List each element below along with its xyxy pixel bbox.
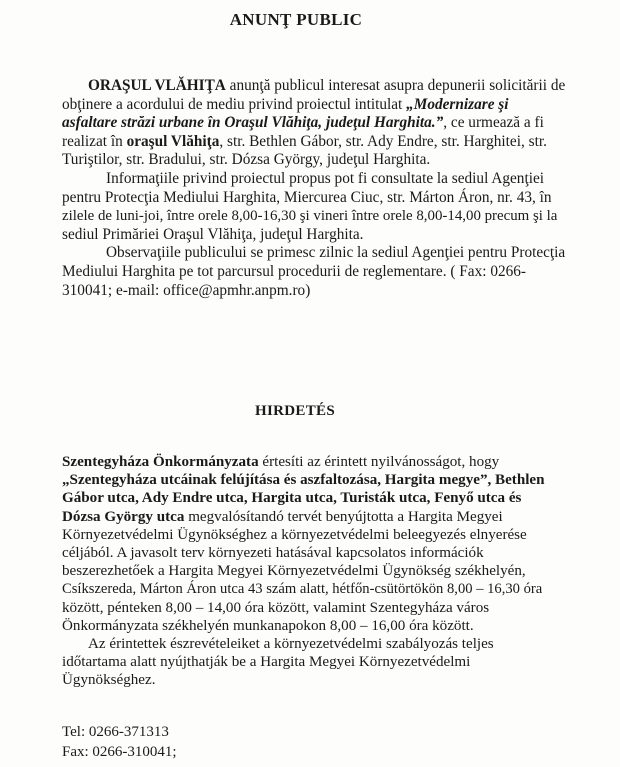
hu-p2-line: Ügynökséghez. [62,672,156,689]
ro-organization: ORAŞUL VLĂHIŢA [88,77,226,94]
hu-telephone: Tel: 0266-371313 [62,724,169,740]
ro-text: , ce urmează a fi [443,114,544,132]
ro-p1-line [62,77,588,96]
hu-street: Dózsa György utca [62,508,185,525]
ro-p3-line: Mediului Harghita pe tot parcursul procedurii de reglementare. ( Fax: 0266- [62,262,527,280]
hu-p1-line: céljából. A javasolt terv környezeti hatásával kapcsolatos információk [62,545,484,562]
hu-p1-line: „Szentegyháza utcáinak felújítása és aszfaltozása, Hargita megye”, Bethlen [62,472,545,489]
hu-p1-line [62,508,589,526]
hungarian-title: HIRDETÉS [255,403,335,419]
hu-text: értesíti az érintett nyilvánosságot, hogy [258,454,500,470]
hu-p2-line: időtartama alatt nyújthatják be a Hargita Megyei Környezetvédelmi [62,654,471,671]
ro-text: , str. Bethlen Gábor, str. Ady Endre, str. Harghitei, str. [219,132,547,150]
ro-p1-line: Turiştilor, str. Bradului, str. Dózsa György, judeţul Harghita. [62,151,431,169]
hu-p1-line: beszerezhetőek a Hargita Megyei Környezetvédelmi Ügynökség székhelyén, [62,563,526,580]
ro-p2-line: sediul Primăriei Oraşul Vlăhiţa, judeţul Harghita. [62,225,364,243]
hu-p1-line [62,453,589,471]
ro-p1-line [62,96,588,115]
ro-p1-line [62,133,588,152]
romanian-title: ANUNŢ PUBLIC [229,10,363,29]
hu-text: megvalósítandó tervét benyújtotta a Hargita Megyei [184,508,503,525]
hu-p1-line: Gábor utca, Ady Endre utca, Hargita utca, Turisták utca, Fenyő utca és [62,490,522,507]
hu-p1-line: Csíkszereda, Márton Áron utca 43 szám alatt, hétfőn-csütörtökön 8,00 – 16,30 óra [62,581,543,598]
ro-project-title: „Modernizare şi [406,95,509,113]
hu-fax: Fax: 0266-310041; [62,744,177,760]
ro-text: obţinere a acordului de mediu privind proiectul intitulat [62,95,407,113]
hu-organization: Szentegyháza Önkormányzata [62,454,259,470]
romanian-notice [62,77,588,300]
hu-p1-line: között, pénteken 8,00 – 14,00 óra között, valamint Szentegyháza város [62,599,490,616]
hu-p1-line: Önkormányzata székhelyén munkanapokon 8,00 – 16,00 óra között. [62,617,474,634]
ro-p3-line: Observaţiile publicului se primesc zilnic la sediul Agenţiei pentru Protecţia [106,244,566,262]
ro-p3-line: 310041; e-mail: office@apmhr.anpm.ro) [62,281,311,299]
hungarian-notice [62,453,589,690]
ro-p1-line [62,114,588,133]
ro-p2-line: pentru Protecţia Mediului Harghita, Miercurea Ciuc, str. Márton Áron, nr. 43, în [62,188,552,206]
ro-text: realizat în [62,132,127,150]
hu-p1-line: Környezetvédelmi Ügynökséghez a környezetvédelmi beleegyezés elnyerése [62,526,527,543]
hu-p2-line: Az érintettek észrevételeiket a környezetvédelmi szabályozás teljes [88,636,494,653]
ro-p2-line: Informaţiile privind proiectul propus pot fi consultate la sediul Agenţiei [106,169,544,187]
ro-p2-line: zilele de luni-joi, între orele 8,00-16,30 şi vineri între orele 8,00-14,00 precum şi la [62,208,558,225]
ro-location: oraşul Vlăhiţa [126,132,220,150]
ro-text: anunţă publicul interesat asupra depunerii solicitării de [225,77,566,94]
ro-project-title: asfaltare străzi urbane în Oraşul Vlăhiţa, judeţul Harghita.” [62,114,444,132]
